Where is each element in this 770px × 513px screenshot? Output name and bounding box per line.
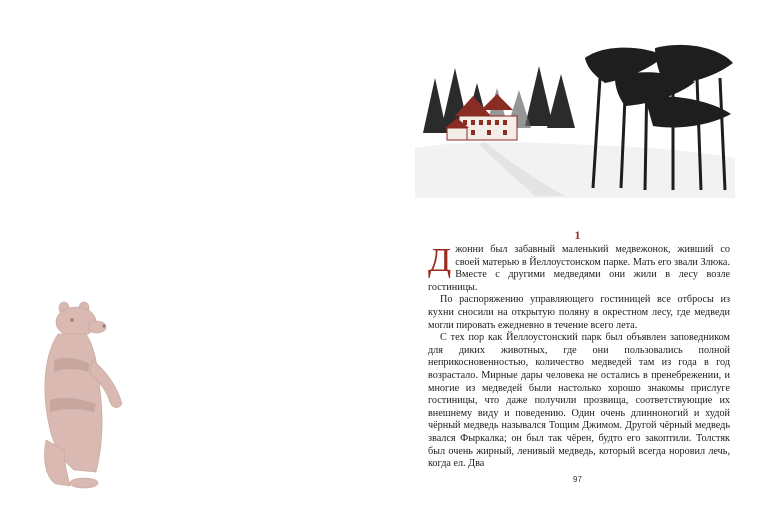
- paragraph-1-text: жонни был забавный маленький медвежонок, живший со своей матерью в Йеллоустонском парке. Мать его звали Злюка. Вместе с другими медведями они жили в лесу возле гостиницы.: [428, 244, 730, 293]
- drop-cap: Д: [428, 242, 452, 279]
- paragraph-2: По распоряжению управляющего гостиницей все отбросы из кухни сносили на открытую поляну в окрестном лесу, где медведи могли пировать ежедневно в течение всего лета.: [428, 294, 730, 331]
- paragraph-1: [428, 244, 730, 294]
- bear-illustration: [34, 300, 130, 490]
- body-text: [428, 244, 730, 471]
- paragraph-3: С тех пор как Йеллоустонский парк был объявлен заповедником для диких животных, где они пользовались полной неприкосновенностью, количество медведей там из года в год возрастало. Мирные дары человека не остались в пренебрежении, и многие из медведей были настолько хорошо знакомы прислуге гостиницы, что даже получили прозвища, соответствующие их внешнему виду и поведению. Один очень длинноногий и худой чёрный медведь назывался Тощим Джимом. Другой чёрный медведь звался Фыркалка; он был так чёрен, будто его закоптили. Толстяк был очень жирный, ленивый медведь, который всегда норовил лечь, когда ел. Два: [428, 332, 730, 470]
- chapter-number: 1: [574, 228, 581, 242]
- right-page: [385, 0, 770, 513]
- page-number: 97: [573, 475, 582, 484]
- forest-lodge-illustration: [415, 38, 735, 198]
